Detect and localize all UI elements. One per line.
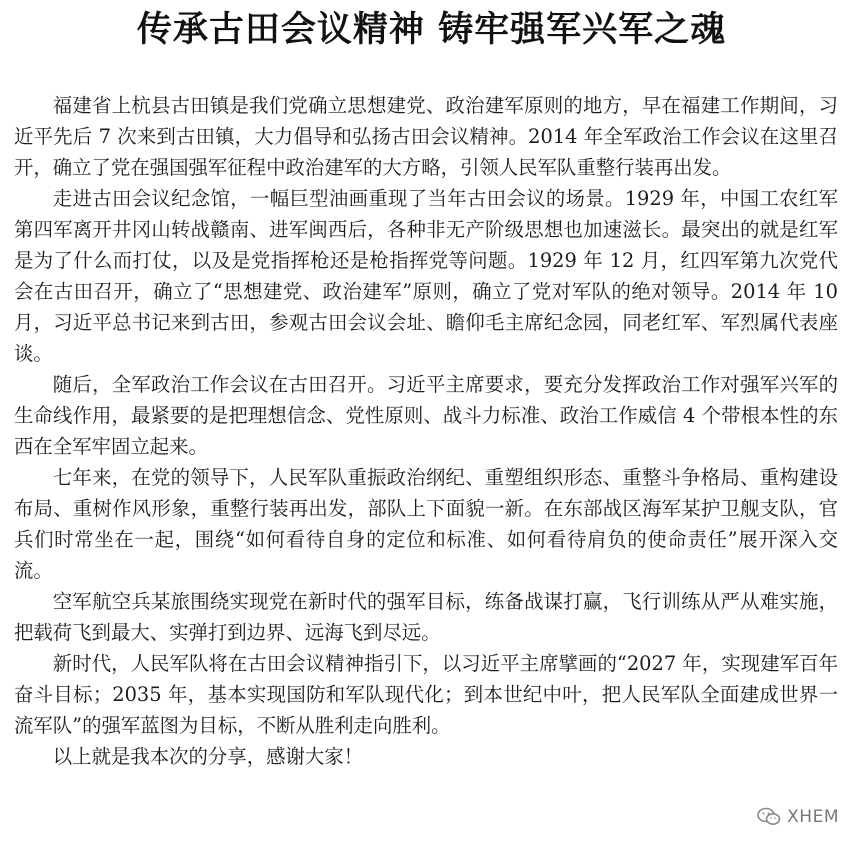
watermark-text: XHEM xyxy=(787,807,839,827)
paragraph: 新时代，人民军队将在古田会议精神指引下，以习近平主席擘画的“2027 年，实现建军百年奋斗目标；2035 年，基本实现国防和军队现代化；到本世纪中叶，把人民军队全面建成世界一流军队”的强军蓝图为目标，不断从胜利走向胜利。 xyxy=(14,652,838,737)
page-title: 传承古田会议精神 铸牢强军兴军之魂 xyxy=(136,10,727,50)
article-body xyxy=(14,90,838,772)
paragraph: 随后，全军政治工作会议在古田召开。习近平主席要求，要充分发挥政治工作对强军兴军的生命线作用，最紧要的是把理想信念、党性原则、战斗力标准、政治工作威信 4 个带根本性的东西在全军牢固立起来。 xyxy=(14,373,838,458)
paragraph: 以上就是我本次的分享，感谢大家！ xyxy=(52,745,364,768)
paragraph: 走进古田会议纪念馆，一幅巨型油画重现了当年古田会议的场景。1929 年，中国工农红军第四军离开井冈山转战赣南、进军闽西后，各种非无产阶级思想也加速滋长。最突出的就是红军是为了什么而打仗，以及是党指挥枪还是枪指挥党等问题。1929 年 12 月，红四军第九次党代会在古田召开，确立了“思想建党、政治建军”原则，确立了党对军队的绝对领导。2014 年 10 月，习近平总书记来到古田，参观古田会议会址、瞻仰毛主席纪念园，同老红军、军烈属代表座谈。 xyxy=(14,187,838,365)
paragraph: 福建省上杭县古田镇是我们党确立思想建党、政治建军原则的地方，早在福建工作期间，习近平先后 7 次来到古田镇，大力倡导和弘扬古田会议精神。2014 年全军政治工作会议在这里召开，确立了党在强国强军征程中政治建军的大方略，引领人民军队重整行装再出发。 xyxy=(14,94,838,179)
paragraph: 七年来，在党的领导下，人民军队重振政治纲纪、重塑组织形态、重整斗争格局、重构建设布局、重树作风形象，重整行装再出发，部队上下面貌一新。在东部战区海军某护卫舰支队，官兵们时常坐在一起，围绕“如何看待自身的定位和标准、如何看待肩负的使命责任”展开深入交流。 xyxy=(14,466,838,582)
paragraph: 空军航空兵某旅围绕实现党在新时代的强军目标，练备战谋打赢，飞行训练从严从难实施，把载荷飞到最大、实弹打到边界、远海飞到尽远。 xyxy=(14,590,838,644)
wechat-icon xyxy=(757,807,781,827)
watermark xyxy=(757,807,839,827)
